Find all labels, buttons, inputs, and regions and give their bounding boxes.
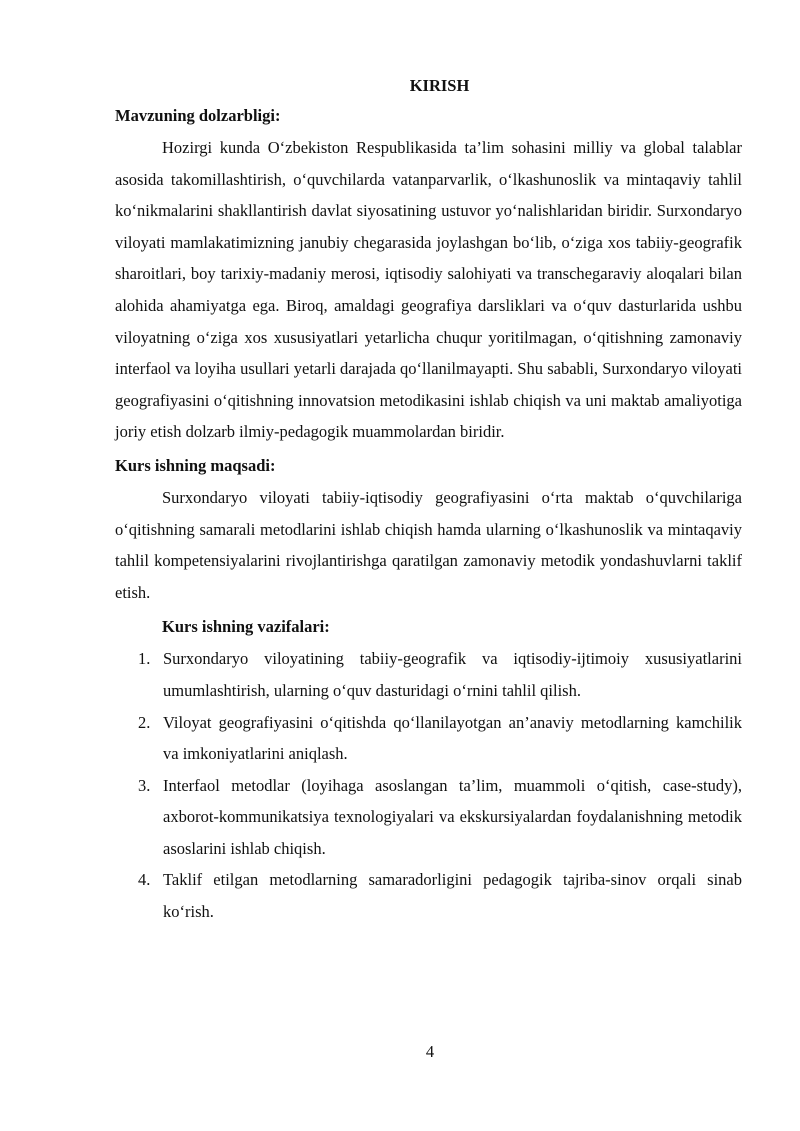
document-page [115, 74, 742, 928]
page-number: 4 [425, 1042, 435, 1061]
list-item-text: Viloyat geografiyasini o‘qitishda qo‘llanilayotgan an’anaviy metodlarning kamchilik va imkoniyatlarini aniqlash. [163, 712, 742, 764]
list-item [115, 643, 742, 706]
page-title: KIRISH [409, 76, 470, 95]
list-item-text: Surxondaryo viloyatining tabiiy-geografik va iqtisodiy-ijtimoiy xususiyatlarini umumlashtirish, ularning o‘quv dasturidagi o‘rnini tahlil qilish. [163, 649, 742, 700]
list-item-text: Interfaol metodlar (loyihaga asoslangan ta’lim, muammoli o‘qitish, case-study), axborot-kommunikatsiya texnologiyalari va ekskursiyalardan foydalanishning metodik asoslarini ishlab chiqish. [163, 775, 742, 858]
list-item [115, 770, 742, 865]
list-item-number: 2. [138, 712, 151, 732]
tasks-list [115, 643, 742, 927]
relevance-heading: Mavzuning dolzarbligi: [115, 106, 281, 125]
list-item-number: 4. [138, 870, 151, 890]
tasks-heading: Kurs ishning vazifalari: [162, 617, 330, 637]
list-item-text: Taklif etilgan metodlarning samaradorligini pedagogik tajriba-sinov orqali sinab ko‘rish. [163, 870, 742, 922]
list-item [115, 707, 742, 770]
goal-paragraph: Surxondaryo viloyati tabiiy-iqtisodiy geografiyasini o‘rta maktab o‘quvchilariga o‘qitishning samarali metodlarini ishlab chiqish hamda ularning o‘lkashunoslik va mintaqaviy tahlil kompetensiyalarini rivojlantirishga qaratilgan zamonaviy metodik yondashuvlarni taklif etish. [115, 487, 742, 602]
relevance-paragraph: Hozirgi kunda O‘zbekiston Respublikasida ta’lim sohasini milliy va global talablar asosida takomillashtirish, o‘quvchilarda vatanparvarlik, o‘lkashunoslik va mintaqaviy tahlil ko‘nikmalarini shakllantirish davlat siyosatining ustuvor yo‘nalishlaridan biridir. Surxondaryo viloyati mamlakatimizning janubiy chegarasida joylashgan bo‘lib, o‘ziga xos tabiiy-geografik sharoitlari, boy tarixiy-madaniy merosi, iqtisodiy salohiyati va transchegaraviy aloqalari bilan alohida ahamiyatga ega. Biroq, amaldagi geografiya darsliklari va o‘quv dasturlarida ushbu viloyatning o‘ziga xos xususiyatlari yetarlicha chuqur yoritilmagan, o‘qitishning zamonaviy interfaol va loyiha usullari yetarli darajada qo‘llanilmayapti. Shu sababli, Surxondaryo viloyati geografiyasini o‘qitishning innovatsion metodikasini ishlab chiqish va uni maktab amaliyotiga joriy etish dolzarb ilmiy-pedagogik muammolardan biridir. [115, 138, 742, 442]
goal-heading: Kurs ishning maqsadi: [115, 455, 276, 475]
list-item [115, 864, 742, 927]
list-item-number: 1. [138, 649, 151, 669]
list-item-number: 3. [138, 775, 151, 795]
